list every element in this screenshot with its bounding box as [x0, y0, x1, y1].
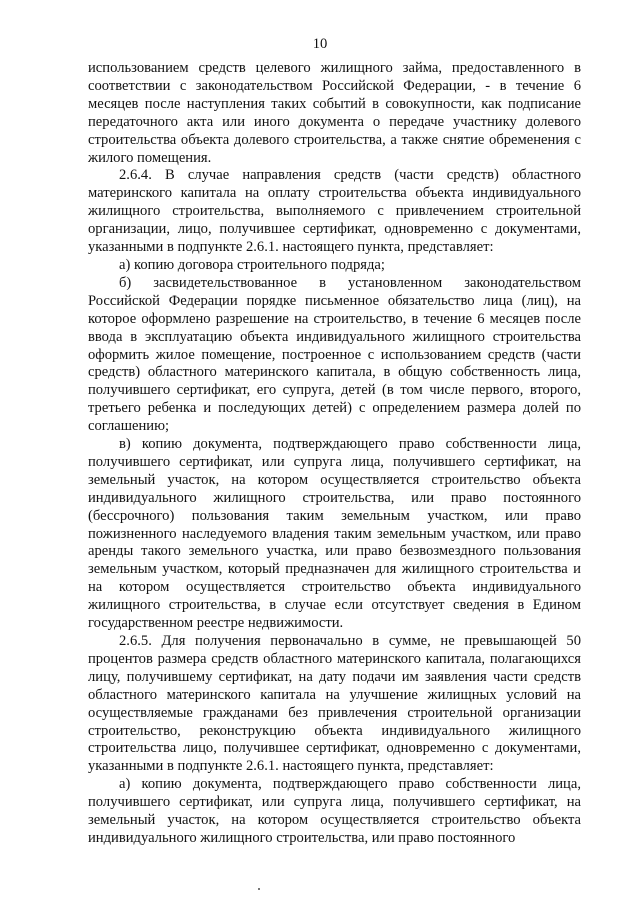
- paragraph-item-a-2: а) копию документа, подтверждающего право собственности лица, получившего сертификат, или супруга лица, получившего сертификат, на земельный участок, на котором осуществляется строительство объекта индивидуального жилищного строительства, или право постоянного: [88, 776, 581, 846]
- paragraph-item-v: в) копию документа, подтверждающего право собственности лица, получившего сертификат, или супруга лица, получившего сертификат, на земельный участок, на котором осуществляется строительство объекта индивидуального жилищного строительства, или право постоянного (бессрочного) пользования таким земельным участком, или право пожизненного наследуемого владения таким земельным участком, или право аренды такого земельного участка, или право безвозмездного пользования земельным участком, который предназначен для жилищного строительства и на котором осуществляется строительство объекта индивидуального жилищного строительства, в случае если отсутствует сведения в Едином государственном реестре недвижимости.: [88, 436, 581, 632]
- paragraph-item-a: а) копию договора строительного подряда;: [119, 256, 385, 273]
- document-body: [88, 60, 581, 848]
- paragraph-item-b: б) засвидетельствованное в установленном законодательством Российской Федерации порядке письменное обязательство лица (лиц), на которое оформлено разрешение на строительство, в течение 6 месяцев после ввода в эксплуатацию объекта индивидуального жилищного строительства оформить жилое помещение, построенное с использованием средств (части средств) областного материнского капитала, в общую собственность лица, получившего сертификат, его супруга, детей (в том числе первого, второго, третьего ребенка и последующих детей) с определением размера долей по соглашению;: [88, 274, 581, 435]
- page-number: 10: [312, 36, 328, 52]
- paragraph-2-6-5: 2.6.5. Для получения первоначально в сумме, не превышающей 50 процентов размера средств областного материнского капитала, полагающихся лицу, получившему сертификат, на дату подачи им заявления части средств областного материнского капитала на улучшение жилищных условий на осуществляемые гражданами без привлечения строительной организации строительство, реконструкцию объекта индивидуального жилищного строительства лицо, получившее сертификат, одновременно с документами, указанными в подпункте 2.6.1. настоящего пункта, представляет:: [88, 633, 581, 775]
- scan-speck: [258, 888, 260, 890]
- paragraph-continuation: использованием средств целевого жилищного займа, предоставленного в соответствии с законодательством Российской Федерации, - в течение 6 месяцев после наступления таких событий в совокупности, как подписание передаточного акта или иного документа о передаче участнику долевого строительства объекта долевого строительства, а также снятие обременения с жилого помещения.: [88, 60, 581, 166]
- paragraph-2-6-4: 2.6.4. В случае направления средств (части средств) областного материнского капитала на оплату строительства объекта индивидуального жилищного строительства, выполняемого с привлечением строительной организации, лицо, получившее сертификат, одновременно с документами, указанными в подпункте 2.6.1. настоящего пункта, представляет:: [88, 167, 581, 256]
